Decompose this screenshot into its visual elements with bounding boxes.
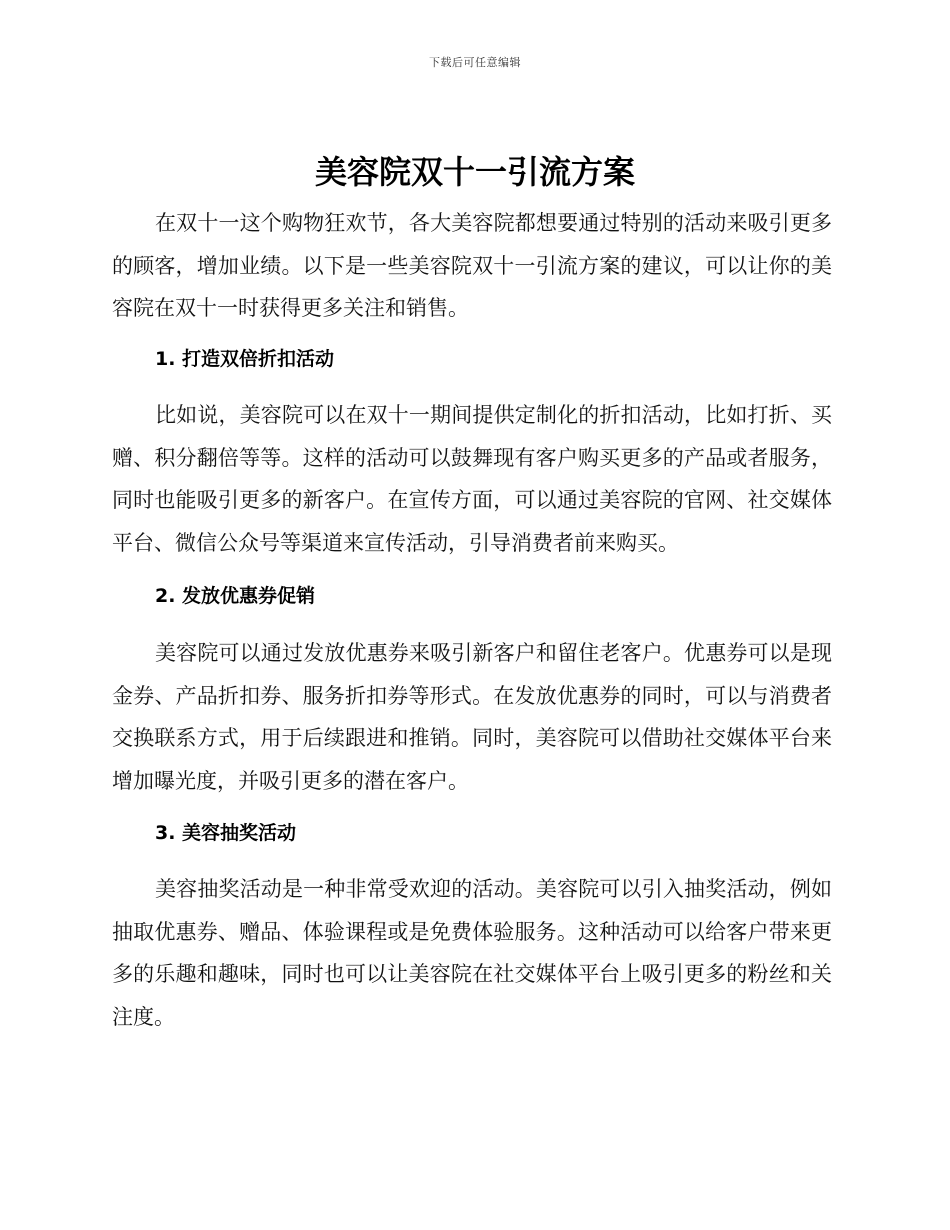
section-1 <box>112 344 832 374</box>
section-3 <box>112 818 832 848</box>
section-3-body <box>112 868 832 1038</box>
section-paragraph: 比如说，美容院可以在双十一期间提供定制化的折扣活动，比如打折、买赠、积分翻倍等等。这样的活动可以鼓舞现有客户购买更多的产品或者服务，同时也能吸引更多的新客户。在宣传方面，可以通过美容院的官网、社交媒体平台、微信公众号等渠道来宣传活动，引导消费者前来购买。 <box>112 403 832 555</box>
header-note: 下载后可任意编辑 <box>429 56 521 69</box>
section-2-body <box>112 632 832 802</box>
section-paragraph: 美容抽奖活动是一种非常受欢迎的活动。美容院可以引入抽奖活动，例如抽取优惠券、赠品、体验课程或是免费体验服务。这种活动可以给客户带来更多的乐趣和趣味，同时也可以让美容院在社交媒体平台上吸引更多的粉丝和关注度。 <box>112 877 832 1029</box>
section-heading: 1. 打造双倍折扣活动 <box>155 348 335 370</box>
section-paragraph: 美容院可以通过发放优惠券来吸引新客户和留住老客户。优惠券可以是现金券、产品折扣券、服务折扣券等形式。在发放优惠券的同时，可以与消费者交换联系方式，用于后续跟进和推销。同时，美容院可以借助社交媒体平台来增加曝光度，并吸引更多的潜在客户。 <box>112 641 832 793</box>
intro-block <box>112 202 832 330</box>
section-heading: 3. 美容抽奖活动 <box>155 822 297 844</box>
page-title: 美容院双十一引流方案 <box>314 153 635 191</box>
section-heading: 2. 发放优惠券促销 <box>155 585 316 607</box>
section-2 <box>112 581 832 611</box>
intro-paragraph: 在双十一这个购物狂欢节，各大美容院都想要通过特别的活动来吸引更多的顾客，增加业绩。以下是一些美容院双十一引流方案的建议，可以让你的美容院在双十一时获得更多关注和销售。 <box>112 211 832 320</box>
section-1-body <box>112 394 832 564</box>
